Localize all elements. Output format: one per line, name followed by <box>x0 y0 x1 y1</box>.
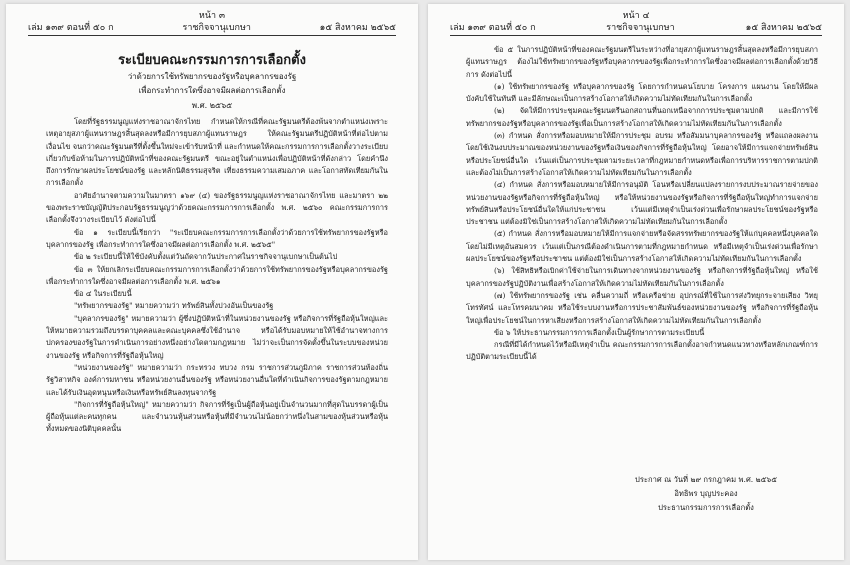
header-date: ๑๕ สิงหาคม ๒๕๖๕ <box>319 23 396 33</box>
announcement-date: ประกาศ ณ วันที่ ๒๙ กรกฎาคม พ.ศ. ๒๕๖๕ <box>635 475 777 484</box>
definition-state-personnel: "บุคลากรของรัฐ" หมายความว่า ผู้ซึ่งปฏิบัติหน้าที่ในหน่วยงานของรัฐ หรือกิจการที่รัฐถือหุ้นใหญ่และให้หมายความรวมถึงบรรดาบุคคลและคณะบุคคลซึ่งใช้อำนาจ หรือได้รับมอบหมายให้ใช้อำนาจทางการปกครองของรัฐในการดำเนินการอย่างหนึ่งอย่างใดตามกฎหมาย ไม่ว่าจะเป็นการจัดตั้งขึ้นในระบบของหน่วยงานของรัฐ หรือกิจการที่รัฐถือหุ้นใหญ่ <box>46 313 388 360</box>
page-header <box>28 20 396 34</box>
clause-5-item-1: (๑) ใช้ทรัพยากรของรัฐ หรือบุคลากรของรัฐ โดยการกำหนดนโยบาย โครงการ แผนงาน โดยให้มีผลบังคับใช้ในทันที และมีลักษณะเป็นการสร้างโอกาสให้เกิดความไม่ทัดเทียมกันในการเลือกตั้ง <box>466 81 818 104</box>
clause-5-item-6: (๖) ใช้สิทธิหรือเบิกค่าใช้จ่ายในการเดินทางจากหน่วยงานของรัฐ หรือกิจการที่รัฐถือหุ้นใหญ่ หรือใช้บุคลากรของรัฐปฏิบัติงานเพื่อสร้างโอกาสให้เกิดความไม่ทัดเทียมกันในการเลือกตั้ง <box>466 266 818 288</box>
authority-paragraph: อาศัยอำนาจตามความในมาตรา ๑๖๙ (๔) ของรัฐธรรมนูญแห่งราชอาณาจักรไทย และมาตรา ๒๒ ของพระราชบัญญัติประกอบรัฐธรรมนูญว่าด้วยคณะกรรมการการเลือกตั้ง พ.ศ. ๒๕๖๐ คณะกรรมการการเลือกตั้งจึงวางระเบียบไว้ ดังต่อไปนี้ <box>46 190 388 225</box>
header-date: ๑๕ สิงหาคม ๒๕๖๕ <box>745 23 822 33</box>
regulation-body-left <box>46 116 388 436</box>
definition-state-agency: "หน่วยงานของรัฐ" หมายความว่า กระทรวง ทบวง กรม ราชการส่วนภูมิภาค ราชการส่วนท้องถิ่น รัฐวิสาหกิจ องค์การมหาชน หรือหน่วยงานอื่นของรัฐ หรือหน่วยงานอื่นใดที่ดำเนินกิจการของรัฐตามกฎหมายและได้รับเงินอุดหนุนหรือเงินหรือทรัพย์สินลงทุนจากรัฐ <box>46 362 388 397</box>
header-volume: เล่ม ๑๓๙ ตอนที่ ๕๐ ก <box>28 23 114 33</box>
regulation-year: พ.ศ. ๒๕๖๕ <box>191 101 233 110</box>
clause-4: ข้อ ๔ ในระเบียบนี้ <box>74 289 132 299</box>
regulation-title: ระเบียบคณะกรรมการการเลือกตั้ง <box>118 53 306 68</box>
definition-state-enterprise: "กิจการที่รัฐถือหุ้นใหญ่" หมายความว่า กิจการที่รัฐเป็นผู้ถือหุ้นอยู่เป็นจำนวนมากที่สุดในบรรดาผู้เป็นผู้ถือหุ้นแต่ละคนทุกคน และจำนวนหุ้นส่วนหรือหุ้นที่มีจำนวนไม่น้อยกว่าหนึ่งในสามของหุ้นส่วนหรือหุ้นทั้งหมดของนิติบุคคลนั้น <box>46 399 388 434</box>
signatory-name: อิทธิพร บุญประคอง <box>674 489 738 498</box>
clause-1: ข้อ ๑ ระเบียบนี้เรียกว่า "ระเบียบคณะกรรมการการเลือกตั้งว่าด้วยการใช้ทรัพยากรของรัฐหรือบุคลากรของรัฐ เพื่อกระทำการใดซึ่งอาจมีผลต่อการเลือกตั้ง พ.ศ. ๒๕๖๕" <box>46 227 388 249</box>
clause-5: ข้อ ๕ ในการปฏิบัติหน้าที่ของคณะรัฐมนตรีในระหว่างที่อายุสภาผู้แทนราษฎรสิ้นสุดลงหรือมีการยุบสภาผู้แทนราษฎร ต้องไม่ใช้ทรัพยากรของรัฐหรือบุคลากรของรัฐเพื่อกระทำการใดซึ่งอาจมีผลต่อการเลือกตั้งด้วยวิธีการ ดังต่อไปนี้ <box>466 45 818 79</box>
definition-state-resources: "ทรัพยากรของรัฐ" หมายความว่า ทรัพย์สินทั้งปวงอันเป็นของรัฐ <box>74 301 274 311</box>
clause-5-item-7: (๗) ใช้ทรัพยากรของรัฐ เช่น คลื่นความถี่ หรือเครือข่าย อุปกรณ์ที่ใช้ในการส่งวิทยุกระจายเสียง วิทยุโทรทัศน์ และโทรคมนาคม หรือใช้ระบบงานหรือการประชาสัมพันธ์ของหน่วยงานของรัฐ หรือกิจการที่รัฐถือหุ้นใหญ่เพื่อประโยชน์ในการหาเสียงหรือการสร้างโอกาสให้เกิดความไม่ทัดเทียมกันในการเลือกตั้ง <box>466 290 818 325</box>
regulation-body-right <box>466 44 818 364</box>
page-header <box>450 20 822 34</box>
clause-2: ข้อ ๒ ระเบียบนี้ให้ใช้บังคับตั้งแต่วันถัดจากวันประกาศในราชกิจจานุเบกษาเป็นต้นไป <box>74 252 338 262</box>
header-divider <box>450 35 822 36</box>
page-number: หน้า ๓ <box>198 11 226 21</box>
signatory-position: ประธานกรรมการการเลือกตั้ง <box>658 503 754 512</box>
header-gazette: ราชกิจจานุเบกษา <box>182 23 251 33</box>
gazette-page-right <box>428 4 844 560</box>
regulation-subtitle-1: ว่าด้วยการใช้ทรัพยากรของรัฐหรือบุคลากรของรัฐ <box>127 72 297 81</box>
header-divider <box>28 35 396 36</box>
clause-5-item-5: (๕) กำหนด สั่งการหรือมอบหมายให้มีการแจกจ่ายหรือจัดสรรทรัพยากรของรัฐให้แก่บุคคลหนึ่งบุคคลใด โดยไม่มีเหตุอันสมควร เว้นแต่เป็นกรณีต้องดำเนินการตามที่กฎหมายกำหนด หรือมีเหตุจำเป็นเร่งด่วนเพื่อรักษาผลประโยชน์ของรัฐหรือประชาชน แต่ต้องมิใช่เป็นการสร้างโอกาสให้เกิดความไม่ทัดเทียมกันในการเลือกตั้ง <box>466 229 818 264</box>
page-number: หน้า ๔ <box>622 11 650 21</box>
clause-5-item-4: (๔) กำหนด สั่งการหรือมอบหมายให้มีการอนุมัติ โอนหรือเปลี่ยนแปลงรายการงบประมาณรายจ่ายของหน่วยงานของรัฐหรือกิจการที่รัฐถือหุ้นใหญ่ หรือให้หน่วยงานของรัฐหรือกิจการที่รัฐถือหุ้นใหญ่ทำการแจกจ่ายทรัพย์สินหรือประโยชน์อื่นใดให้แก่ประชาชน เว้นแต่มีเหตุจำเป็นเร่งด่วนเพื่อรักษาผลประโยชน์ของรัฐหรือประชาชน แต่ต้องมิใช่เป็นการสร้างโอกาสให้เกิดความไม่ทัดเทียมกันในการเลือกตั้ง <box>466 180 818 227</box>
header-gazette: ราชกิจจานุเบกษา <box>606 23 675 33</box>
clause-3: ข้อ ๓ ให้ยกเลิกระเบียบคณะกรรมการการเลือกตั้งว่าด้วยการใช้ทรัพยากรของรัฐหรือบุคลากรของรัฐ เพื่อกระทำการใดซึ่งอาจมีผลต่อการเลือกตั้ง พ.ศ. ๒๕๖๑ <box>46 264 388 286</box>
preamble-paragraph: โดยที่รัฐธรรมนูญแห่งราชอาณาจักรไทย กำหนดให้กรณีที่คณะรัฐมนตรีต้องพ้นจากตำแหน่งเพราะเหตุอายุสภาผู้แทนราษฎรสิ้นสุดลงหรือมีการยุบสภาผู้แทนราษฎร ให้คณะรัฐมนตรีปฏิบัติหน้าที่ต่อไปตามเงื่อนไข จนกว่าคณะรัฐมนตรีที่ตั้งขึ้นใหม่จะเข้ารับหน้าที่ และกำหนดให้คณะกรรมการการเลือกตั้งวางระเบียบเกี่ยวกับข้อห้ามในการปฏิบัติหน้าที่ของคณะรัฐมนตรี ขณะอยู่ในตำแหน่งเพื่อปฏิบัติหน้าที่ดังกล่าว โดยคำนึงถึงการรักษาผลประโยชน์ของรัฐ และหลักนิติธรรมสุจริต เที่ยงธรรมความเสมอภาค และโอกาสทัดเทียมกันในการเลือกตั้ง <box>46 117 388 188</box>
clause-6: ข้อ ๖ ให้ประธานกรรมการการเลือกตั้งเป็นผู้รักษาการตามระเบียบนี้ <box>494 327 705 337</box>
header-volume: เล่ม ๑๓๙ ตอนที่ ๕๐ ก <box>450 23 536 33</box>
gazette-page-left <box>6 4 418 560</box>
clause-5-item-3: (๓) กำหนด สั่งการหรือมอบหมายให้มีการประชุม อบรม หรือสัมมนาบุคลากรของรัฐ หรือแถลงผลงาน โดยใช้เงินงบประมาณของหน่วยงานของรัฐหรือเงินของกิจการที่รัฐถือหุ้นใหญ่ โดยอาจให้มีการแจกจ่ายทรัพย์สินหรือประโยชน์อื่นใด เว้นแต่เป็นการประชุมตามระยะเวลาที่กฎหมายกำหนดหรือเพื่อการบริหารราชการตามปกติ และต้องไม่เป็นการสร้างโอกาสให้เกิดความไม่ทัดเทียมกันในการเลือกตั้ง <box>466 131 818 177</box>
clause-6-guidelines: กรณีที่มีได้กำหนดไว้หรือมีเหตุจำเป็น คณะกรรมการการเลือกตั้งอาจกำหนดแนวทางหรือหลักเกณฑ์การปฏิบัติตามระเบียบนี้ได้ <box>466 340 818 362</box>
clause-5-item-2: (๒) จัดให้มีการประชุมคณะรัฐมนตรีนอกสถานที่นอกเหนือจากการประชุมตามปกติ และมีการใช้ทรัพยากรของรัฐหรือบุคลากรของรัฐเพื่อเป็นการสร้างโอกาสให้เกิดความไม่ทัดเทียมกันในการเลือกตั้ง <box>466 106 818 128</box>
regulation-subtitle-2: เพื่อกระทำการใดซึ่งอาจมีผลต่อการเลือกตั้ง <box>138 86 286 95</box>
